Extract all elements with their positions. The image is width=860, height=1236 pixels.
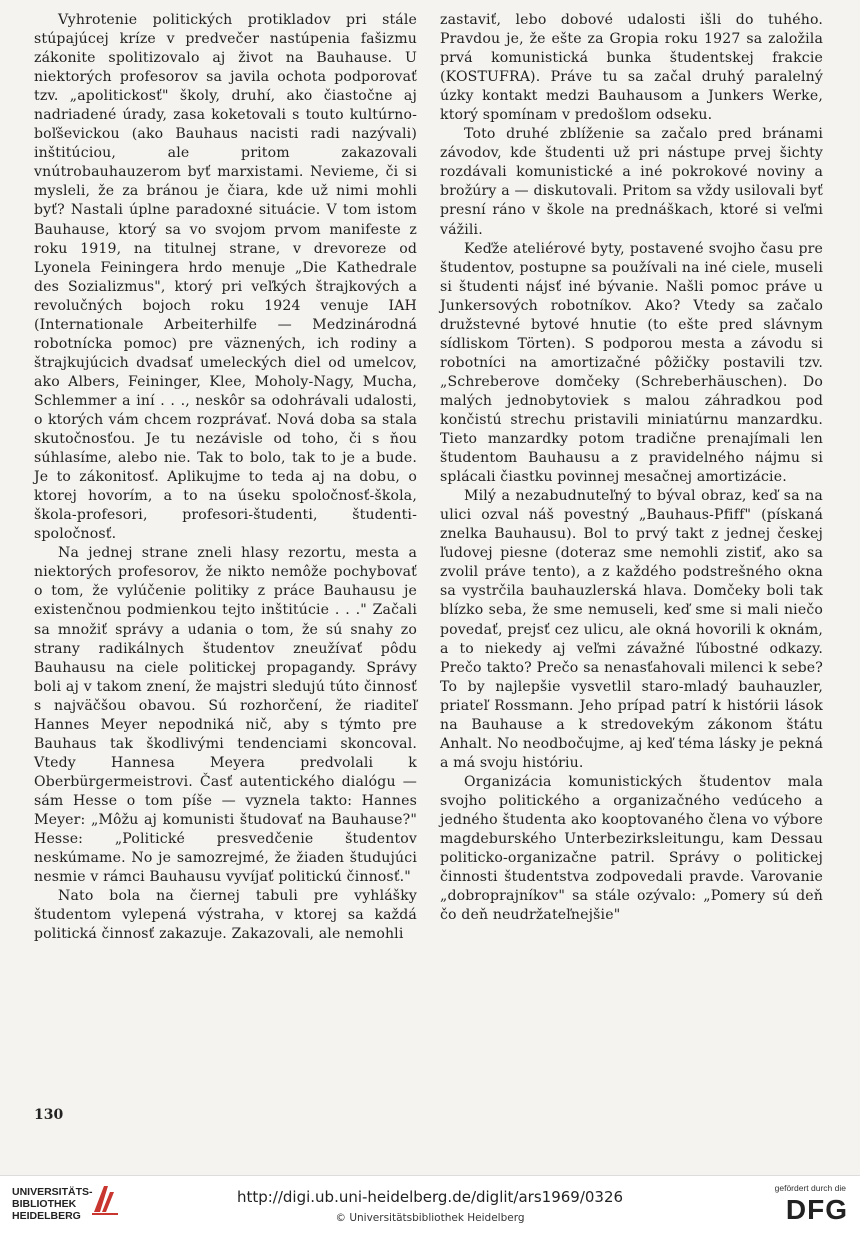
paragraph: Na jednej strane zneli hlasy rezortu, mesta a niektorých profesorov, že nikto nemôže pochybovať o tom, že vylúčenie politiky z práce Bauhausu je existenčnou podmienkou tejto inštitúcie . . ." Začali sa množiť správy a udania o tom, že sú snahy zo strany radikálnych študentov zneužívať pôdu Bauhausu na ciele politickej propagandy. Správy boli aj v takom znení, že majstri sledujú túto činnosť s najväčšou obavou. Sú rozhorčení, že riaditeľ Hannes Meyer nepodniká nič, aby s týmto pre Bauhaus tak škodlivými tendenciami skoncoval. Vtedy Hannesa Meyera predvolali k Oberbürgermeistrovi. Časť autentického dialógu — sám Hesse o tom píše — vyznela takto: Hannes Meyer: „Môžu aj komunisti študovať na Bauhause?" Hesse: „Politické presvedčenie študentov neskúmame. No je samozrejmé, že žiaden študujúci nesmie v rámci Bauhausu vyvíjať politickú činnosť." [34, 545, 417, 886]
library-name-line: UNIVERSITÄTS- [12, 1186, 93, 1198]
viewer-footer [0, 1175, 860, 1236]
left-text-column [34, 11, 417, 944]
library-name-line: HEIDELBERG [12, 1210, 81, 1222]
funded-by-label: gefördert durch die [774, 1183, 846, 1193]
copyright-notice: © Universitätsbibliothek Heidelberg [335, 1212, 525, 1224]
page-number: 130 [34, 1107, 64, 1123]
right-text-column [440, 11, 823, 925]
paragraph: zastaviť, lebo dobové udalosti išli do tuhého. Pravdou je, že ešte za Gropia roku 1927 sa založila prvá komunistická bunka študentskej frakcie (KOSTUFRA). Práve tu sa začal druhý paralelný úzky kontakt medzi Bauhausom a Junkers Werke, ktorý spomínam v predošlom odseku. [440, 12, 823, 124]
paragraph: Keďže ateliérové byty, postavené svojho času pre študentov, postupne sa používali na iné ciele, museli si študenti nájsť iné bývanie. Našli pomoc práve u Junkersových robotníkov. Ako? Vtedy sa začalo družstevné bytové hnutie (to ešte pred slávnym sídliskom Törten). S podporou mesta a závodu si robotníci na amortizačné pôžičky postavili tzv. „Schreberove domčeky (Schreberhäuschen). Do malých jednobytoviek s malou záhradkou pod končistú strechu pristavili miniatúrnu manzardku. Tieto manzardky potom tradične prenajímali len študentom Bauhausu a z pravidelného nájmu si splácali čiastku povinnej mesačnej amortizácie. [440, 240, 823, 486]
dfg-logo: DFG [785, 1194, 848, 1225]
paragraph: Milý a nezabudnuteľný to býval obraz, keď sa na ulici ozval náš povestný „Bauhaus-Pfiff" (pískaná znelka Bauhausu). Bol to prvý takt z jednej českej ľudovej piesne (doteraz sme nemohli zistiť, ako sa zvolil práve tento), a z každého podstrešného okna sa vystrčila bauhauzlerská hlava. Domčeky boli tak blízko seba, že sme nemuseli, keď sme si mali niečo povedať, prejsť cez ulicu, ale okná hovorili k oknám, a to niekedy aj veľmi závažné ľúbostné odkazy. Prečo takto? Prečo sa nenasťahovali milenci k sebe? To by najlepšie vysvetlil staro-mladý bauhauzler, priateľ Rossmann. Jeho prípad patrí k histórii lások na Bauhause a k stredovekým zákonom štátu Anhalt. No neodbočujme, aj keď téma lásky je pekná a má svoju históriu. [440, 488, 823, 771]
paragraph: Toto druhé zblíženie sa začalo pred bránami závodov, kde študenti už pri nástupe prvej šichty rozdávali komunistické a iné pokrokové noviny a brožúry a — diskutovali. Pritom sa vždy usilovali byť presní ráno v škole na prednáškach, ktoré si veľmi vážili. [440, 126, 823, 238]
paragraph: Vyhrotenie politických protikladov pri stále stúpajúcej kríze v predvečer nastúpenia fašizmu zákonite spolitizovalo aj život na Bauhause. U niektorých profesorov sa javila ochota podporovať tzv. „apolitickosť" školy, druhí, ako čiastočne aj nadriadené úrady, zasa koketovali s touto kultúrno-boľševickou (ako Bauhaus nacisti radi nazývali) inštitúciou, ale pritom zakazovali vnútrobauhauzerom byť marxistami. Nevieme, či si mysleli, že za bránou je čiara, kde už nimi mohli byť? Nastali úplne paradoxné situácie. V tom istom Bauhause, ktorý sa vo svojom prvom manifeste z roku 1919, na titulnej strane, v drevoreze od Lyonela Feiningera hrdo menuje „Die Kathedrale des Sozializmus", ktorý pri veľkých štrajkových a revolučných bojoch roku 1924 venuje IAH (Internationale Arbeiterhilfe — Medzinárodná robotnícka pomoc) pre väznených, ich rodiny a štrajkujúcich dvadsať umeleckých diel od umelcov, ako Albers, Feininger, Klee, Moholy-Nagy, Mucha, Schlemmer a iní . . ., neskôr sa odohrávali udalosti, o ktorých vám chcem rozprávať. Nová doba sa stala skutočnosťou. Je tu nezávisle od toho, či s ňou súhlasíme, alebo nie. Tak to bolo, tak to je a bude. Je to zákonitosť. Aplikujme to teda aj na dobu, o ktorej hovorím, a to na úseku spoločnosť-škola, škola-profesori, profesori-študenti, študenti-spoločnosť. [34, 12, 417, 543]
paragraph: Nato bola na čiernej tabuli pre vyhlášky študentom vylepená výstraha, v ktorej sa každá politická činnosť zakazuje. Zakazovali, ale nemohli [34, 888, 417, 943]
library-name-line: BIBLIOTHEK [12, 1198, 77, 1210]
permalink-url[interactable]: http://digi.ub.uni-heidelberg.de/diglit/ars1969/0326 [236, 1188, 624, 1206]
paragraph: Organizácia komunistických študentov mala svojho politického a organizačného vedúceho a jedného študenta ako kooptovaného člena vo výbore magdeburského Unterbezirksleitungu, kam Dessau politicko-organizačne patril. Správy o politickej činnosti študentstva zodpovedali pravde. Varovanie „dobroprajníkov" sa stále ozývalo: „Pomery sú deň čo deň neudržateľnejšie" [440, 773, 823, 924]
